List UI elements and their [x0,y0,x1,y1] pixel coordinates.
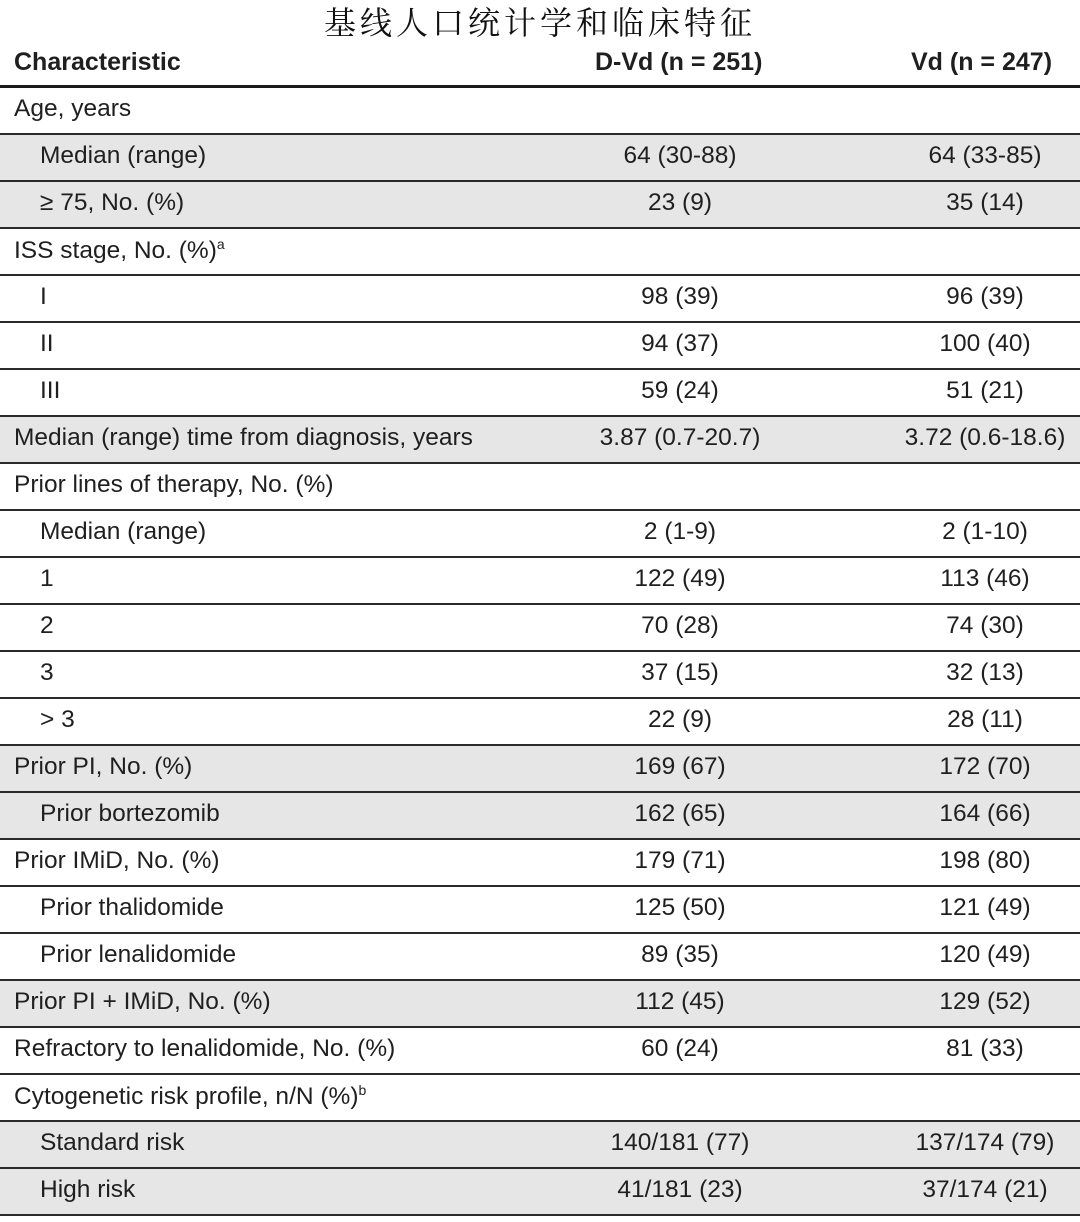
cell-vd: 3.72 (0.6-18.6) [904,424,1066,451]
header-characteristic: Characteristic [14,48,181,76]
cell-vd: 121 (49) [939,894,1031,921]
table-row [0,981,1080,1028]
table-row [0,417,1080,464]
cell-dvd: 122 (49) [634,565,726,592]
row-label-text: Prior bortezomib [40,800,220,827]
table-row [0,182,1080,229]
row-label [14,471,334,499]
row-label [14,753,192,781]
cell-dvd: 179 (71) [634,847,726,874]
row-label [40,659,54,687]
cell-vd: 164 (66) [939,800,1031,827]
cell-vd: 96 (39) [946,283,1024,310]
table-row [0,88,1080,135]
cell-dvd: 37 (15) [641,659,719,686]
cell-dvd: 64 (30-88) [623,142,737,169]
cell-dvd: 98 (39) [641,283,719,310]
header-dvd: D-Vd (n = 251) [595,48,763,76]
table-row [0,464,1080,511]
row-label-text: 2 [40,612,54,639]
cell-vd: 113 (46) [940,565,1030,592]
table-row [0,699,1080,746]
cell-vd: 51 (21) [946,377,1024,404]
cell-vd: 2 (1-10) [942,518,1028,545]
table-row [0,229,1080,276]
cell-dvd: 169 (67) [634,753,726,780]
row-label-text: ISS stage, No. (%) [14,237,217,264]
table-row [0,511,1080,558]
row-label [40,330,54,358]
cell-vd: 129 (52) [939,988,1031,1015]
table-row [0,840,1080,887]
row-label-text: Cytogenetic risk profile, n/N (%) [14,1083,359,1110]
row-label-text: Standard risk [40,1129,185,1156]
row-label-text: 1 [40,565,54,592]
cell-dvd: 94 (37) [641,330,719,357]
cell-dvd: 22 (9) [647,706,712,733]
table-row [0,746,1080,793]
row-label-text: High risk [40,1176,136,1203]
row-label [40,1129,184,1157]
cell-vd: 37/174 (21) [922,1176,1048,1203]
cell-vd: 81 (33) [946,1035,1024,1062]
row-label-text: Median (range) [40,518,207,545]
row-label-text: ≥ 75, No. (%) [40,189,185,216]
table-row [0,652,1080,699]
row-label [40,706,75,734]
row-label-text: III [40,377,61,404]
table-header [0,44,1080,86]
row-label-text: Prior PI + IMiD, No. (%) [14,988,271,1015]
table-row [0,934,1080,981]
row-label-text: I [40,283,47,310]
cell-dvd: 112 (45) [635,988,725,1015]
row-label-text: Refractory to lenalidomide, No. (%) [14,1035,396,1062]
cell-dvd: 60 (24) [641,1035,719,1062]
row-label [40,894,224,922]
cell-vd: 32 (13) [946,659,1024,686]
row-label [14,1082,366,1111]
table-row [0,276,1080,323]
cell-dvd: 70 (28) [641,612,719,639]
row-label [40,189,184,217]
cell-vd: 120 (49) [939,941,1031,968]
row-label [40,283,47,311]
row-label [40,612,54,640]
row-label [40,941,236,969]
table-row [0,605,1080,652]
row-label-text: Prior lenalidomide [40,941,237,968]
cell-dvd: 125 (50) [634,894,726,921]
cell-vd: 35 (14) [946,189,1024,216]
row-label-text: Prior thalidomide [40,894,224,921]
row-label [40,800,220,828]
cell-dvd: 3.87 (0.7-20.7) [599,424,761,451]
row-label [40,1176,135,1204]
table-row [0,323,1080,370]
row-label [14,1035,395,1063]
row-label [14,236,225,265]
row-label [40,142,206,170]
table-title: 基线人口统计学和临床特征 [323,4,756,42]
row-label [40,518,206,546]
cell-dvd: 89 (35) [641,941,719,968]
row-label-text: 3 [40,659,54,686]
footnote-marker: b [358,1082,367,1098]
footnote-marker: a [216,236,225,252]
row-label-text: Median (range) time from diagnosis, years [14,424,473,451]
row-label-text: Prior IMiD, No. (%) [14,847,220,874]
row-label [14,988,271,1016]
row-label [14,95,131,123]
row-label-text: Prior lines of therapy, No. (%) [14,471,334,498]
cell-dvd: 162 (65) [634,800,726,827]
row-label-text: Age, years [14,95,132,122]
table-row [0,1028,1080,1075]
cell-vd: 74 (30) [946,612,1024,639]
row-label [14,847,220,875]
row-label-text: II [40,330,54,357]
cell-dvd: 140/181 (77) [610,1129,750,1156]
row-label [40,565,54,593]
table-row [0,887,1080,934]
row-label-text: > 3 [40,706,75,733]
table-row [0,558,1080,605]
table-body [0,88,1080,1216]
cell-vd: 198 (80) [939,847,1031,874]
row-label-text: Prior PI, No. (%) [14,753,193,780]
cell-vd: 28 (11) [947,706,1023,733]
cell-dvd: 23 (9) [647,189,712,216]
table-row [0,793,1080,840]
header-vd: Vd (n = 247) [911,48,1053,76]
table-row [0,1122,1080,1169]
cell-vd: 172 (70) [939,753,1031,780]
cell-vd: 64 (33-85) [928,142,1042,169]
cell-vd: 100 (40) [939,330,1031,357]
cell-dvd: 59 (24) [641,377,719,404]
table-row [0,135,1080,182]
table-row [0,1169,1080,1216]
row-label [14,424,473,452]
cell-dvd: 2 (1-9) [643,518,717,545]
row-label-text: Median (range) [40,142,207,169]
table-row [0,370,1080,417]
cell-vd: 137/174 (79) [915,1129,1055,1156]
table-row [0,1075,1080,1122]
row-label [40,377,60,405]
cell-dvd: 41/181 (23) [617,1176,743,1203]
